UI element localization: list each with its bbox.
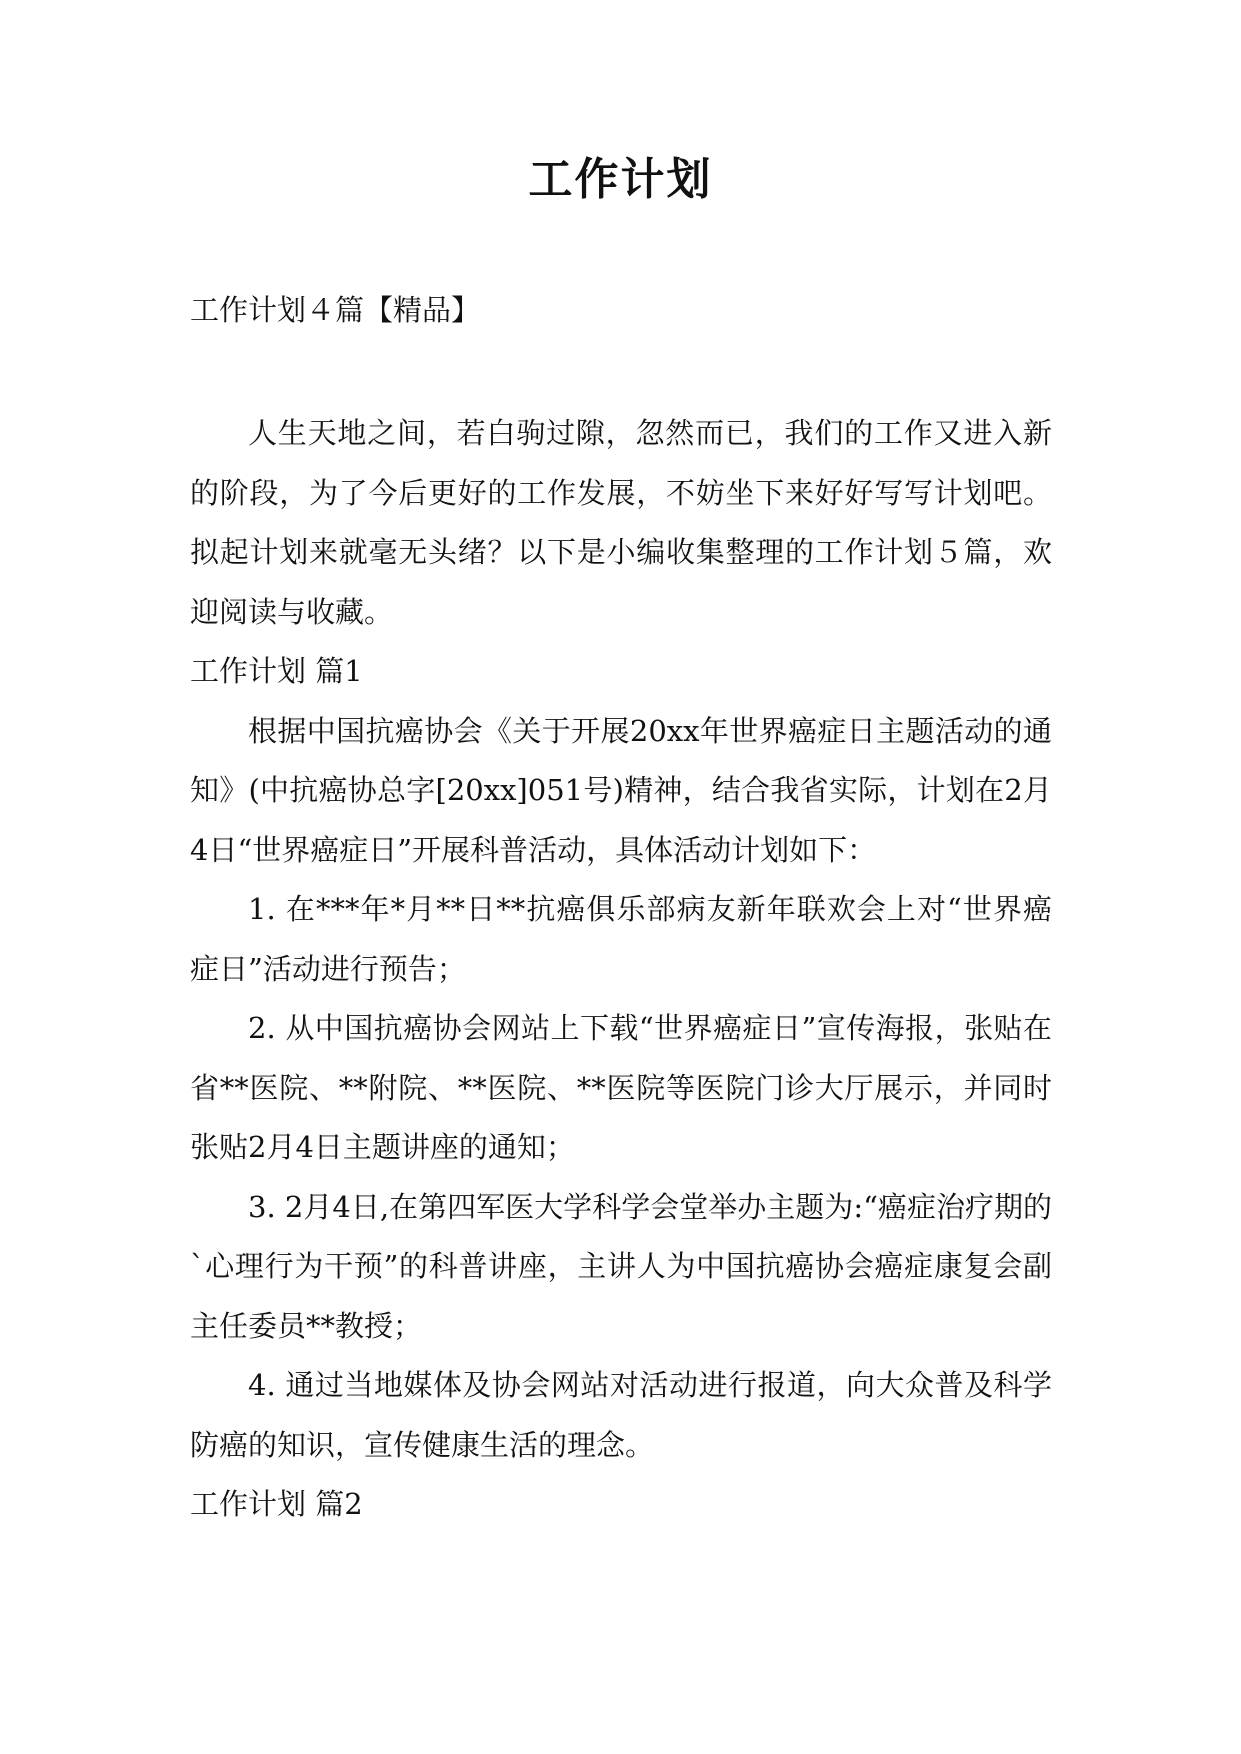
section-1-paragraph: 根据中国抗癌协会《关于开展20xx年世界癌症日主题活动的通知》(中抗癌协总字[20xx]051号)精神，结合我省实际，计划在2月4日“世界癌症日”开展科普活动，具体活动计划如下： — [190, 713, 1052, 867]
section-heading-1: 工作计划 篇1 — [190, 654, 363, 688]
section-heading-2: 工作计划 篇2 — [190, 1487, 363, 1521]
list-item-3: 3. 2月4日,在第四军医大学科学会堂举办主题为:“癌症治疗期的`心理行为干预”的科普讲座，主讲人为中国抗癌协会癌症康复会副主任委员**教授； — [190, 1189, 1052, 1343]
document-subtitle: 工作计划４篇【精品】 — [190, 293, 481, 327]
document-title: 工作计划 — [528, 154, 713, 205]
intro-paragraph: 人生天地之间，若白驹过隙，忽然而已，我们的工作又进入新的阶段，为了今后更好的工作发展，不妨坐下来好好写写计划吧。拟起计划来就毫无头绪？以下是小编收集整理的工作计划５篇，欢迎阅读与收藏。 — [190, 416, 1052, 629]
list-item-4: 4. 通过当地媒体及协会网站对活动进行报道，向大众普及科学防癌的知识，宣传健康生活的理念。 — [190, 1368, 1052, 1462]
list-item-1: 1. 在***年*月**日**抗癌俱乐部病友新年联欢会上对“世界癌症日”活动进行预告； — [190, 892, 1052, 986]
document-body — [190, 404, 1052, 1535]
list-item-2: 2. 从中国抗癌协会网站上下载“世界癌症日”宣传海报，张贴在省**医院、**附院、**医院、**医院等医院门诊大厅展示，并同时张贴2月4日主题讲座的通知； — [190, 1011, 1052, 1164]
